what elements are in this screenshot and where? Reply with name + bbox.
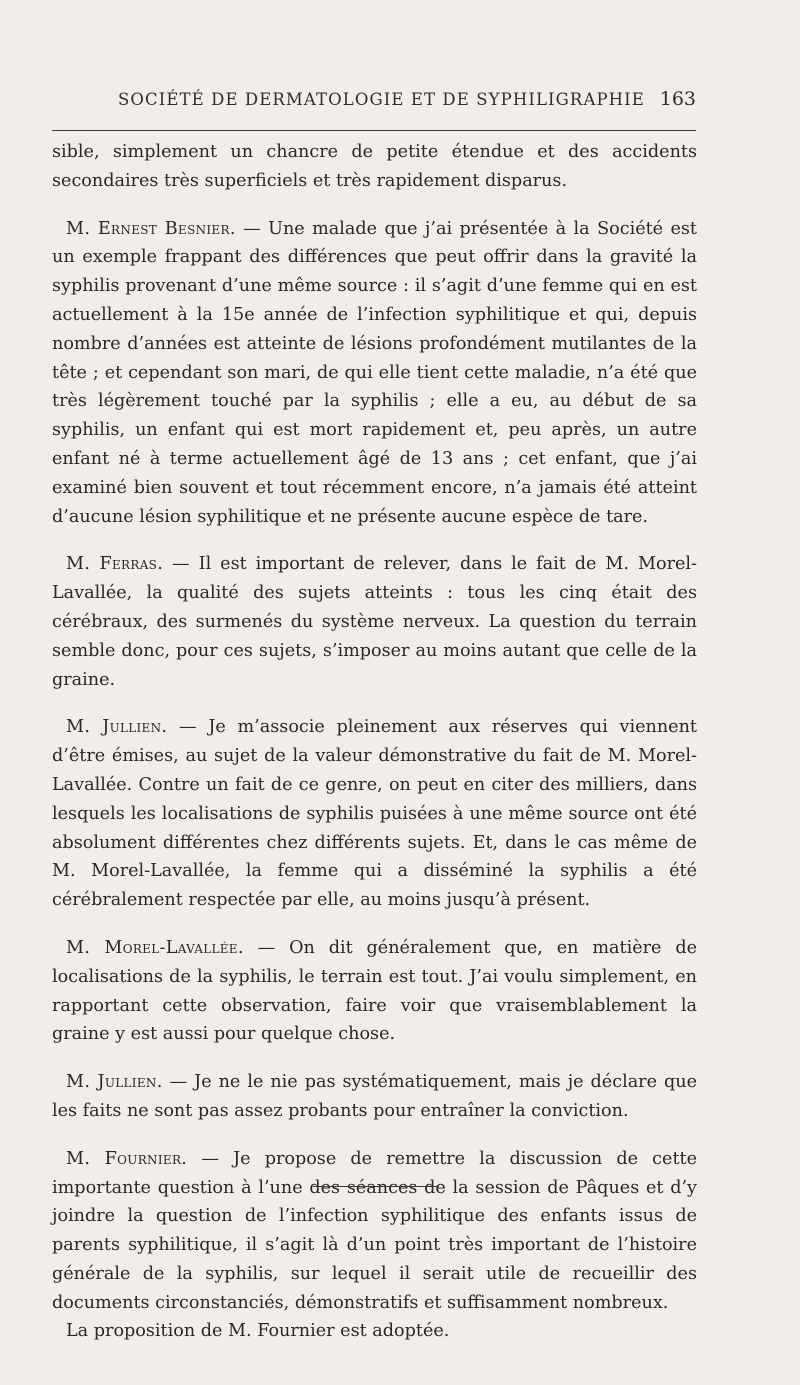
paragraph-morel-lavallee bbox=[52, 934, 697, 1049]
paragraph-jullien-2 bbox=[52, 1068, 697, 1126]
continuation-paragraph: sible, simplement un chancre de petite étendue et des accidents secondaires très superficiels et très rapidement disparus. bbox=[52, 142, 697, 191]
paragraph-text: — Je ne le nie pas systématiquement, mais je déclare que les faits ne sont pas assez probants pour entraîner la conviction. bbox=[52, 1072, 697, 1121]
paragraph-besnier bbox=[52, 215, 697, 532]
page-number: 163 bbox=[659, 88, 696, 110]
end-rule bbox=[313, 1186, 439, 1187]
paragraph-text: — Il est important de relever, dans le fait de M. Morel-Lavallée, la qualité des sujets atteints : tous les cinq était des cérébraux, des surmenés du système nerveux. La question du terrain semble donc, pour ces sujets, s’imposer au moins autant que celle de la graine. bbox=[52, 554, 697, 690]
speaker-name: M. Ferras. bbox=[66, 554, 164, 575]
speaker-name: M. Jullien. bbox=[66, 717, 168, 738]
page-header bbox=[50, 90, 696, 116]
page-body bbox=[52, 138, 697, 1346]
header-rule bbox=[52, 130, 696, 131]
paragraph-text: — Je m’associe pleinement aux réserves qui viennent d’être émises, au sujet de la valeur démonstrative du fait de M. Morel-Lavallée. Contre un fait de ce genre, on peut en citer des milliers, dans lesquels les localisations de syphilis puisées à une même source ont été absolument différentes chez différents sujets. Et, dans le cas même de M. Morel-Lavallée, la femme qui a disséminé la syphilis a été cérébralement respectée par elle, au moins jusqu’à présent. bbox=[52, 717, 697, 911]
paragraph-fournier bbox=[52, 1145, 697, 1318]
paragraph-text: — Une malade que j’ai présentée à la Société est un exemple frappant des différences que peut offrir dans la gravité la syphilis provenant d’une même source : il s’agit d’une femme qui en est actuellement à la 15e année de l’infection syphilitique et qui, depuis nombre d’années est atteinte de lésions profondément mutilantes de la tête ; et cependant son mari, de qui elle tient cette maladie, n’a été que très légèrement touché par la syphilis ; elle a eu, au début de sa syphilis, un enfant qui est mort rapidement et, peu après, un autre enfant né à terme actuellement âgé de 13 ans ; cet enfant, que j’ai examiné bien souvent et tout récemment encore, n’a jamais été atteint d’aucune lésion syphilitique et ne présente aucune espèce de tare. bbox=[52, 218, 698, 527]
closing-paragraph: La proposition de M. Fournier est adoptée. bbox=[66, 1321, 450, 1342]
running-title: SOCIÉTÉ DE DERMATOLOGIE ET DE SYPHILIGRAPHIE bbox=[118, 90, 645, 109]
paragraph-text: — On dit généralement que, en matière de localisations de la syphilis, le terrain est tout. J’ai voulu simplement, en rapportant cette observation, faire voir que vraisemblablement la graine y est aussi pour quelque chose. bbox=[52, 937, 697, 1045]
speaker-name: M. Fournier. bbox=[66, 1148, 188, 1169]
speaker-name: M. Ernest Besnier. bbox=[66, 218, 236, 239]
speaker-name: M. Morel-Lavallée. bbox=[66, 937, 244, 958]
paragraph-ferras bbox=[52, 550, 697, 694]
speaker-name: M. Jullien. bbox=[66, 1072, 163, 1093]
paragraph-jullien-1 bbox=[52, 713, 697, 915]
paragraph-text: — Je propose de remettre la discussion de cette importante question à l’une des séances de la session de Pâques et d’y joindre la question de l’infection syphilitique des enfants issus de parents syphilitique, il s’agit là d’un point très important de l’histoire générale de la syphilis, sur lequel il serait utile de recueillir des documents circonstanciés, démonstratifs et suffisamment nombreux. bbox=[52, 1148, 698, 1313]
